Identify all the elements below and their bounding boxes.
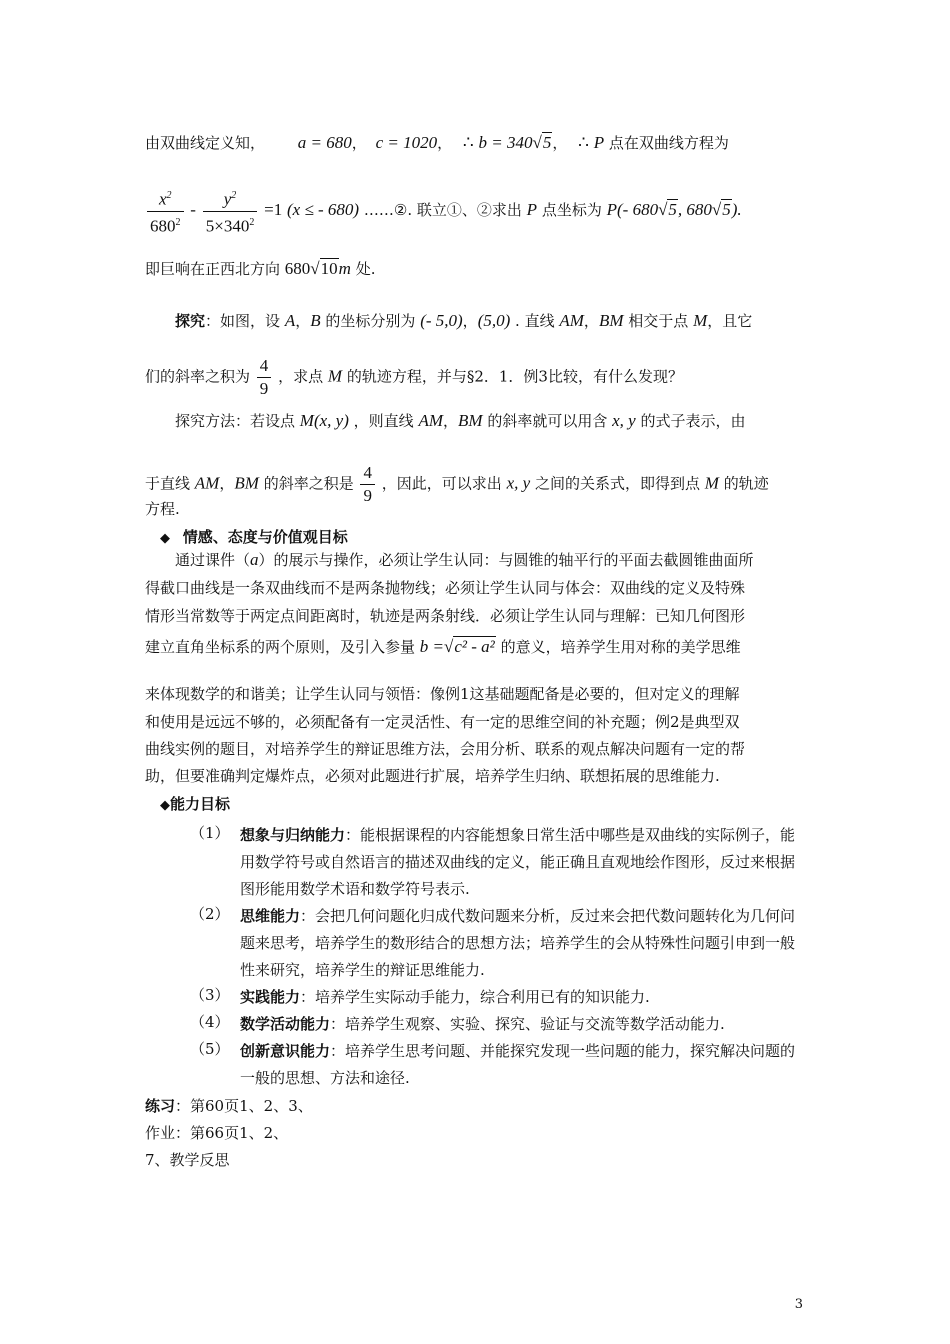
method-line-2: 于直线 AM，BM 的斜率之积是 $\frac{4}{9}$ ，因此，可以求出 x, y 之间的关系式，即得到点 M 的轨迹 xyxy=(145,463,769,505)
emotion-line-4: 建立直角坐标系的两个原则，及引入参量 b =√c² - a² 的意义，培养学生用对称的美学思维 xyxy=(145,637,741,656)
therefore-symbol: ∴ xyxy=(578,133,589,152)
method-line-1: 探究方法：若设点 M(x, y) ，则直线 AM，BM 的斜率就可以用含 x, y 的式子表示，由 xyxy=(175,411,746,430)
emotion-line-8: 助，但要准确判定爆炸点，必须对此题进行扩展，培养学生归纳、联想拓展的思维能力. xyxy=(145,767,720,785)
point-p: P xyxy=(526,200,538,220)
therefore-symbol: ∴ xyxy=(462,133,474,152)
emotion-line-2: 得截口曲线是一条双曲线而不是两条抛物线；必须让学生认同与体会：双曲线的定义及特殊 xyxy=(145,579,746,597)
text-segment: ……②. 联立①、②求出 xyxy=(363,201,522,220)
point-m: M xyxy=(693,311,708,330)
line-am: AM xyxy=(194,473,220,493)
coord-a: (- 5,0) xyxy=(420,311,463,330)
line-am: AM xyxy=(559,311,584,330)
distance-value: 680√10m xyxy=(284,259,351,278)
point-b: B xyxy=(310,311,321,330)
explore-label: 探究 xyxy=(175,312,206,330)
c-value: c = 1020 xyxy=(375,133,438,152)
point-m: M xyxy=(327,366,343,386)
method-line-3: 方程. xyxy=(145,500,180,518)
emotion-line-7: 曲线实例的题目，对培养学生的辩证思维方法，会用分析、联系的观点解决问题有一定的帮 xyxy=(145,740,746,758)
b-value: b = 340√5 xyxy=(478,133,552,152)
emotion-heading: ◆ 情感、态度与价值观目标 xyxy=(160,528,348,546)
point-m-xy: M(x, y) xyxy=(299,411,349,430)
emotion-line-5: 来体现数学的和谐美；让学生认同与领悟：像例1这基础题配备是必要的，但对定义的理解 xyxy=(145,685,740,703)
fraction-4-9: $\frac{4}{9}$ xyxy=(360,462,375,507)
diamond-bullet-icon: ◆ xyxy=(160,531,170,546)
line-am: AM xyxy=(418,411,443,430)
vars-xy: x, y xyxy=(612,411,636,430)
text-segment: 由双曲线定义知， xyxy=(145,134,266,152)
text-segment: 处. xyxy=(355,260,376,278)
diamond-bullet-icon: ◆ xyxy=(160,798,170,813)
text-segment: 点在双曲线方程为 xyxy=(608,134,729,152)
a-value: a = 680 xyxy=(297,133,352,152)
document-page: 由双曲线定义知， a = 680， c = 1020， ∴ b = 340√5， ∴ P 点在双曲线方程为 $\frac{x^2}{680^2}$ - $\frac{y^2}{5\times 340^2}$ =1 (x ≤ - 680) ……②. 联立①、②求出 P 点坐标为 P(- 680√5, 680√5). 即巨响在正西北方向 680√10m 处. 探究：如图，设 A，B 的坐标分别为 (- 5,0)，(5,0) . 直线 AM，BM 相交于点 M，且它 们的斜率之积为 $\frac{4}{9}$ ，求点 M 的轨迹方程，并与§2．1．例3比较，有什么发现？ 探究方法：若设点 M(x, y) ，则直线 AM，BM 的斜率就可以用含 x, y 的式子表示，由 于直线 AM，BM 的斜率之积是 $\frac{4}{9}$ ，因此，可以求出 x, y 之间的关系式，即得到点 M 的轨迹 方程. ◆ 情感、态度与价值观目标 通过课件（a）的展示与操作，必须让学生认同：与圆锥的轴平行的平面去截圆锥曲面所 得截口曲线是一条双曲线而不是两条抛物线；必须让学生认同与体会：双曲线的定义及特殊 情形当常数等于两定点间距离时，轨迹是两条射线．必须让学生认同与理解：已知几何图形 建立直角坐标系的两个原则，及引入参量 b =√c² - a² 的意义，培养学生用对称的美学思维 来体现数学的和谐美；让学生认同与领悟：像例1这基础题配备是必要的，但对定义的理解 和使用是远远不够的，必须配备有一定灵活性、有一定的思维空间的补充题；例2是典型双 曲线实例的题目，对培养学生的辩证思维方法，会用分析、联系的观点解决问题有一定的帮 助，但要准确判定爆炸点，必须对此题进行扩展，培养学生归纳、联想拓展的思维能力. ◆能力目标 （1） 想象与归纳能力：能根据课程的内容能想象日常生活中哪些是双曲线的实际例子，能用数学符号或自然语言的描述双曲线的定义，能正确且直观地绘作图形，反过来根据图形能用数学术语和数学符号表示. （2） 思维能力：会把几何问题化归成代数问题来分析，反过来会把代数问题转化为几何问题来思考，培养学生的数形结合的思想方法；培养学生的会从特殊性问题引申到一般性来研究，培养学生的辩证思维能力. （3） 实践能力：培养学生实际动手能力，综合利用已有的知识能力. （4） 数学活动能力：培养学生观察、实验、探究、验证与交流等数学活动能力. （5） 创新意识能力：培养学生思考问题、并能探究发现一些问题的能力，探究解决问题的一般的思想、方法和途径. 练习：第60页1、2、3、 作业：第66页1、2、 7、教学反思 3 xyxy=(0,0,950,1344)
courseware-a: a xyxy=(250,550,259,569)
explore-line-2: 们的斜率之积为 $\frac{4}{9}$ ，求点 M 的轨迹方程，并与§2．1．例3比较，有什么发现？ xyxy=(145,356,683,398)
coord-b: (5,0) xyxy=(477,311,511,330)
domain-condition: (x ≤ - 680) xyxy=(286,200,360,220)
emotion-line-3: 情形当常数等于两定点间距离时，轨迹是两条射线．必须让学生认同与理解：已知几何图形 xyxy=(145,607,746,625)
point-a: A xyxy=(284,311,296,330)
conclusion-line xyxy=(145,258,805,279)
ability-heading: ◆能力目标 xyxy=(160,795,231,813)
fraction-x: $\frac{x^2}{680^2}$ xyxy=(147,185,184,237)
line-bm: BM xyxy=(234,473,259,493)
b-definition: b =√c² - a² xyxy=(419,637,495,656)
emotion-line-1: 通过课件（a）的展示与操作，必须让学生认同：与圆锥的轴平行的平面去截圆锥曲面所 xyxy=(175,550,754,569)
definition-line: 由双曲线定义知， a = 680， c = 1020， ∴ b = 340√5， ∴ P 点在双曲线方程为 xyxy=(145,133,729,152)
fraction-4-9: $\frac{4}{9}$ xyxy=(257,355,272,400)
emotion-line-6: 和使用是远远不够的，必须配备有一定灵活性、有一定的思维空间的补充题；例2是典型双 xyxy=(145,713,740,731)
line-bm: BM xyxy=(458,411,483,430)
homework-line: 作业：第66页1、2、 xyxy=(145,1124,289,1142)
point-p-coordinates: P(- 680√5, 680√5). xyxy=(606,200,742,220)
fraction-y: $\frac{y^2}{5\times 340^2}$ xyxy=(203,185,258,237)
line-bm: BM xyxy=(598,311,624,330)
exercise-line: 练习：第60页1、2、3、 xyxy=(145,1097,313,1115)
explore-line-1: 探究：如图，设 A，B 的坐标分别为 (- 5,0)，(5,0) . 直线 AM，BM 相交于点 M，且它 xyxy=(175,311,753,330)
hyperbola-equation-line: $\frac{x^2}{680^2}$ - $\frac{y^2}{5\times 340^2}$ =1 (x ≤ - 680) ……②. 联立①、②求出 P 点坐标为 P(- 680√5, 680√5). xyxy=(145,185,805,237)
text-segment: 即巨响在正西北方向 xyxy=(145,260,281,278)
text-segment: 点坐标为 xyxy=(541,201,602,220)
vars-xy: x, y xyxy=(506,473,531,493)
reflection-line: 7、教学反思 xyxy=(145,1151,230,1169)
page-number: 3 xyxy=(794,1297,803,1312)
point-m: M xyxy=(704,473,719,493)
equals-one: =1 xyxy=(264,200,283,220)
point-p: P xyxy=(593,133,605,152)
